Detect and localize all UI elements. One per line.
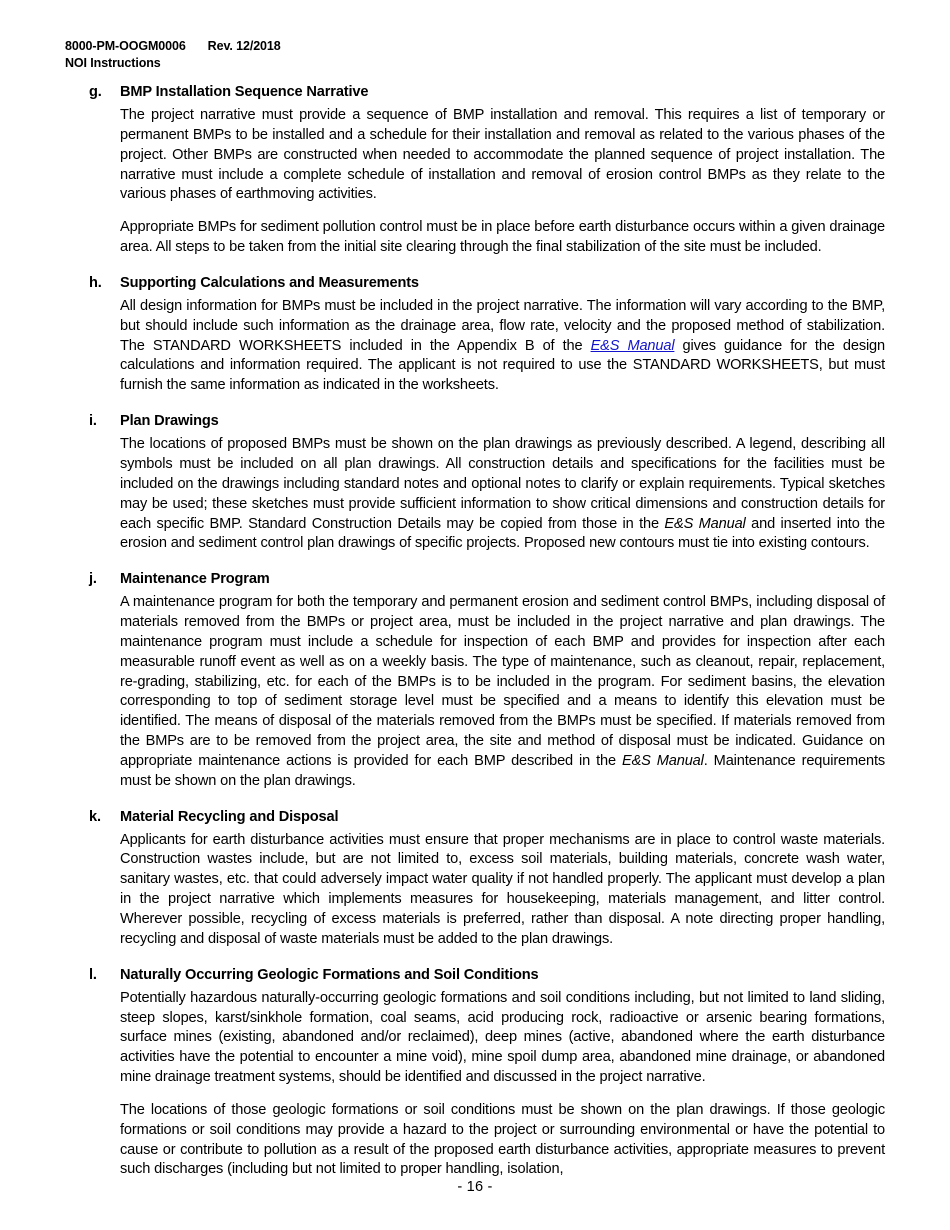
es-manual-link[interactable]: E&S Manual xyxy=(590,337,675,354)
es-manual-reference: E&S Manual xyxy=(622,752,704,769)
section-marker: k. xyxy=(89,808,101,825)
section-title: Plan Drawings xyxy=(120,413,219,430)
section-heading xyxy=(0,965,950,985)
page-number: - 16 - xyxy=(457,1179,493,1195)
paragraph: The project narrative must provide a sequence of BMP installation and removal. This requires a list of temporary or permanent BMPs to be installed and a schedule for their installation and removal as related to the various phases of the project. Other BMPs are constructed when needed to accommodate the planned sequence of project installation. The narrative must include a complete schedule of installation and removal of erosion control BMPs as they relate to the various phases of earthmoving activities. xyxy=(120,107,885,203)
section-marker: h. xyxy=(89,274,102,291)
document-body xyxy=(0,82,950,1195)
paragraph: Potentially hazardous naturally-occurring geologic formations and soil conditions including, but not limited to land sliding, steep slopes, karst/sinkhole formation, coal seams, acid producing rock, radioactive or arsenic bearing formations, surface mines (existing, abandoned and/or reclaimed), deep mines (active, abandoned where the earth disturbance activities have the potential to encounter a mine void), mine spoil dump area, abandoned mine drainage, or abandoned mine drainage treatment systems, should be identified and discussed in the project narrative. xyxy=(120,989,885,1086)
document-header xyxy=(65,38,281,71)
section-heading xyxy=(0,273,950,293)
paragraph: The locations of those geologic formations or soil conditions must be shown on the plan drawings. If those geologic formations or soil conditions may provide a hazard to the project or surrounding environmental or have the potential to cause or contribute to pollution as a result of the proposed earth disturbance activities, appropriate measures to prevent such discharges (including but not limited to proper handling, isolation, xyxy=(120,1101,885,1178)
paragraph xyxy=(0,297,950,396)
section-heading xyxy=(0,569,950,589)
es-manual-reference: E&S Manual xyxy=(664,515,746,532)
section-title: Maintenance Program xyxy=(120,571,270,588)
paragraph-text: gives guidance for the design calculations and information required. The applicant is not required to use the STANDARD WORKSHEETS, but must furnish the same information as indicated in the worksheets. xyxy=(120,337,885,394)
section-g xyxy=(0,82,950,258)
section-marker: i. xyxy=(89,413,97,430)
section-heading xyxy=(0,807,950,827)
section-marker: l. xyxy=(89,966,97,983)
section-heading xyxy=(0,82,950,102)
paragraph-text: and inserted into the erosion and sediment control plan drawings of specific projects. Proposed new contours must tie into existing contours. xyxy=(120,515,885,552)
header-line-doctype xyxy=(65,55,281,72)
header-revision: Rev. 12/2018 xyxy=(207,39,281,53)
section-marker: j. xyxy=(89,571,97,588)
paragraph xyxy=(0,435,950,554)
section-l xyxy=(0,965,950,1181)
section-heading xyxy=(0,411,950,431)
header-form-number: 8000-PM-OOGM0006 xyxy=(65,39,186,53)
section-title: Naturally Occurring Geologic Formations and Soil Conditions xyxy=(120,966,539,983)
section-title: Material Recycling and Disposal xyxy=(120,808,339,825)
section-marker: g. xyxy=(89,84,102,100)
section-title: BMP Installation Sequence Narrative xyxy=(120,84,369,100)
section-title: Supporting Calculations and Measurements xyxy=(120,274,419,291)
header-line-form xyxy=(65,38,281,55)
paragraph-text: . Maintenance requirements must be shown on the plan drawings. xyxy=(120,752,885,789)
section-k xyxy=(0,807,950,950)
paragraph xyxy=(0,593,950,791)
paragraph: Appropriate BMPs for sediment pollution control must be in place before earth disturbance occurs within a given drainage area. All steps to be taken from the initial site clearing through the final stabilization of the site must be included. xyxy=(120,219,885,256)
paragraph-text: The locations of proposed BMPs must be shown on the plan drawings as previously described. A legend, describing all symbols must be included on all plan drawings. All construction details and specifications for the facilities must be included on the drawings including standard notes and optional notes to clarify or explain requirements. Typical sketches may be used; these sketches must provide sufficient information to show critical dimensions and construction details for each specific BMP. Standard Construction Details may be copied from those in the xyxy=(120,436,885,532)
paragraph: Applicants for earth disturbance activities must ensure that proper mechanisms are in place to control waste materials. Construction wastes include, but are not limited to, excess soil materials, building materials, concrete wash water, sanitary wastes, etc. that could adversely impact water quality if not handled properly. The applicant must develop a plan in the project narrative which implements measures for housekeeping, materials management, and litter control. Wherever possible, recycling of excess materials is preferred, rather than disposal. A note directing proper handling, recycling and disposal of waste materials must be added to the plan drawings. xyxy=(120,831,885,947)
section-h xyxy=(0,273,950,396)
section-i xyxy=(0,411,950,554)
header-document-type: NOI Instructions xyxy=(65,55,161,70)
paragraph-text: A maintenance program for both the temporary and permanent erosion and sediment control BMPs, including disposal of materials removed from the BMPs or project area, must be included in the project narrative and plan drawings. The maintenance program must include a schedule for inspection of each BMP and provides for inspection after each measurable runoff event as well as on a weekly basis. The type of maintenance, such as cleanout, repair, replacement, re-grading, stabilizing, etc. for each of the BMPs is to be included in the program. For sediment basins, the elevation corresponding to top of sediment storage level must be specified and a means to identify this elevation must be identified. The means of disposal of the materials removed from the BMPs must be specified. If materials removed from the BMPs are to be removed from the project area, the site and method of disposal must be indicated. Guidance on appropriate maintenance actions is provided for each BMP described in the xyxy=(120,594,885,769)
paragraph-text: All design information for BMPs must be included in the project narrative. The information will vary according to the BMP, but should include such information as the drainage area, flow rate, velocity and the proposed method of stabilization. The STANDARD WORKSHEETS included in the Appendix B of the xyxy=(120,297,885,354)
section-j xyxy=(0,569,950,791)
